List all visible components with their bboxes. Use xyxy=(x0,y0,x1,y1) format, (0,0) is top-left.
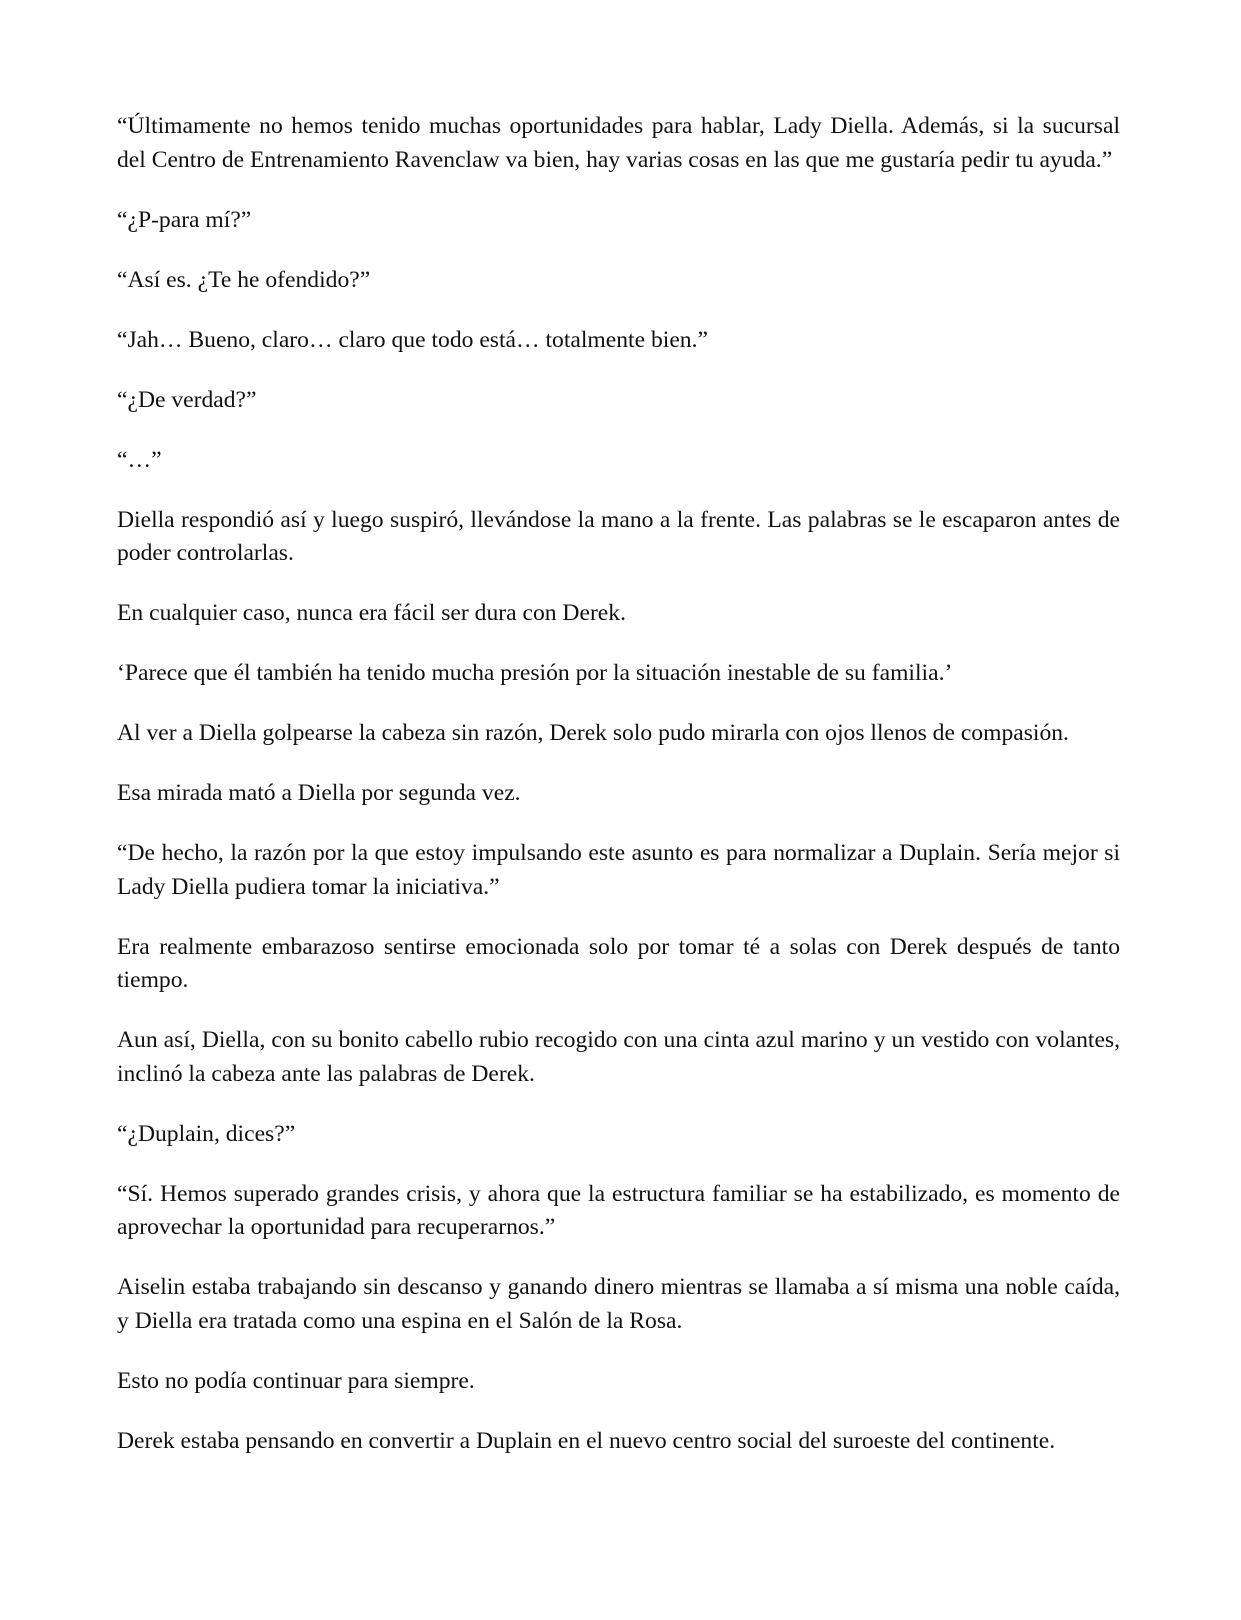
paragraph: Aiselin estaba trabajando sin descanso y ganando dinero mientras se llamaba a sí misma una noble caída, y Diella era tratada como una espina en el Salón de la Rosa. xyxy=(117,1274,1120,1334)
paragraph: “¿De verdad?” xyxy=(117,386,257,413)
paragraph: Era realmente embarazoso sentirse emocionada solo por tomar té a solas con Derek después de tanto tiempo. xyxy=(117,933,1120,993)
paragraph: Esto no podía continuar para siempre. xyxy=(117,1367,475,1394)
paragraph: “¿Duplain, dices?” xyxy=(117,1120,296,1147)
paragraph: Esa mirada mató a Diella por segunda vez. xyxy=(117,780,521,806)
paragraph: En cualquier caso, nunca era fácil ser dura con Derek. xyxy=(117,600,626,626)
paragraph: “…” xyxy=(117,446,162,473)
paragraph: “Jah… Bueno, claro… claro que todo está… totalmente bien.” xyxy=(117,326,708,353)
document-page xyxy=(117,110,1120,1485)
paragraph: Diella respondió así y luego suspiró, llevándose la mano a la frente. Las palabras se le escaparon antes de poder controlarlas. xyxy=(117,506,1120,566)
paragraph: Al ver a Diella golpearse la cabeza sin razón, Derek solo pudo mirarla con ojos llenos de compasión. xyxy=(117,720,1069,746)
paragraph: “Así es. ¿Te he ofendido?” xyxy=(117,266,371,293)
paragraph: Derek estaba pensando en convertir a Duplain en el nuevo centro social del suroeste del continente. xyxy=(117,1427,1056,1454)
paragraph: Aun así, Diella, con su bonito cabello rubio recogido con una cinta azul marino y un vestido con volantes, inclinó la cabeza ante las palabras de Derek. xyxy=(117,1027,1120,1087)
paragraph: ‘Parece que él también ha tenido mucha presión por la situación inestable de su familia.’ xyxy=(117,660,953,686)
paragraph: “De hecho, la razón por la que estoy impulsando este asunto es para normalizar a Duplain. Sería mejor si Lady Diella pudiera tomar la iniciativa.” xyxy=(117,840,1120,900)
paragraph: “Sí. Hemos superado grandes crisis, y ahora que la estructura familiar se ha estabilizado, es momento de aprovechar la oportunidad para recuperarnos.” xyxy=(117,1180,1120,1240)
paragraph: “Últimamente no hemos tenido muchas oportunidades para hablar, Lady Diella. Además, si la sucursal del Centro de Entrenamiento Ravenclaw va bien, hay varias cosas en las que me gustaría pedir tu ayuda.” xyxy=(117,113,1120,173)
paragraph: “¿P-para mí?” xyxy=(117,206,252,233)
